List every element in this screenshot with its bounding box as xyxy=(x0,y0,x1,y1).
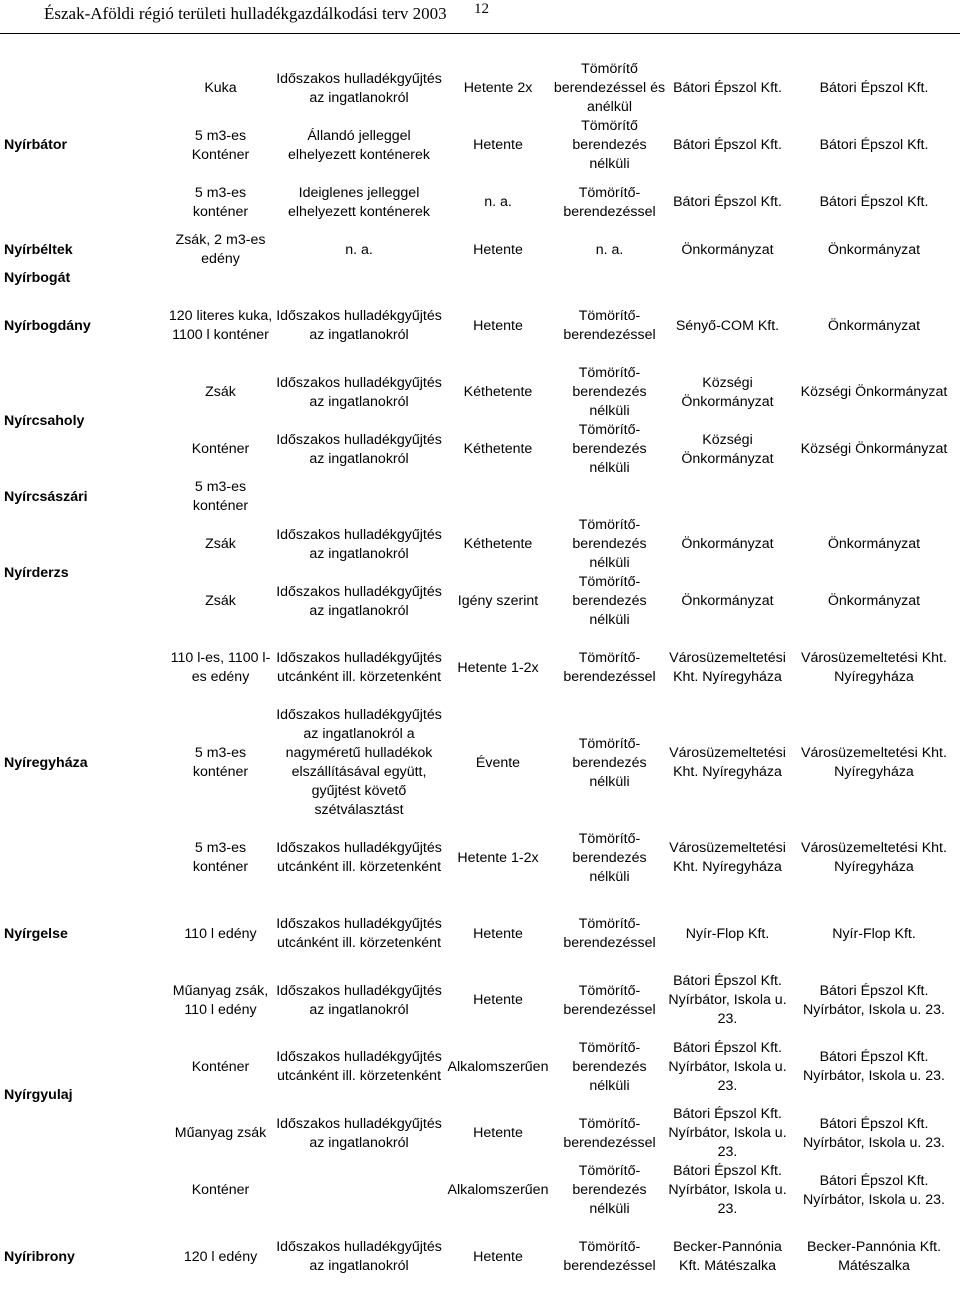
frequency-cell xyxy=(444,478,552,516)
collection-method-cell: Időszakos hulladékgyűjtés az ingatlanokról a nagyméretű hulladékok elszállításával együtt, gyűjtést követő szétválasztást xyxy=(276,707,442,818)
transporter-cell: Városüzemeltetési Kht. Nyíregyháza xyxy=(669,745,786,780)
operator-cell: Városüzemeltetési Kht. Nyíregyháza xyxy=(801,745,947,780)
container-cell: Műanyag zsák, 110 l edény xyxy=(172,982,269,1018)
compaction-cell xyxy=(552,269,667,288)
transporter-cell: Községi Önkormányzat xyxy=(681,431,774,467)
frequency-cell: Hetente xyxy=(473,925,523,942)
container-cell: Konténer xyxy=(191,1058,250,1075)
operator-cell: Községi Önkormányzat xyxy=(800,384,948,400)
settlement-name: Nyírderzs xyxy=(4,564,69,581)
container-cell: 110 l edény xyxy=(184,925,257,942)
operator-cell: Becker-Pannónia Kft. Mátészalka xyxy=(806,1239,942,1274)
collection-method-cell: Időszakos hulladékgyűjtés az ingatlanokról xyxy=(276,1239,442,1274)
compaction-cell: Tömörítő berendezéssel és anélkül xyxy=(553,61,666,115)
frequency-cell: Hetente xyxy=(473,1125,523,1141)
transporter-cell: Sényő-COM Kft. xyxy=(675,317,780,334)
table-row xyxy=(0,516,960,573)
container-cell: Zsák xyxy=(205,384,236,400)
frequency-cell: Kéthetente xyxy=(463,441,533,457)
operator-cell: Bátori Épszol Kft. Nyírbátor, Iskola u. 23. xyxy=(803,1172,945,1208)
collection-method-cell: Időszakos hulladékgyűjtés utcánként ill. körzetenként xyxy=(276,916,442,951)
transporter-cell: Bátori Épszol Kft. xyxy=(673,80,782,96)
frequency-cell: Kéthetente xyxy=(463,384,533,400)
frequency-cell: n. a. xyxy=(484,194,512,210)
collection-method-cell: Időszakos hulladékgyűjtés az ingatlanokról xyxy=(276,526,442,562)
compaction-cell: n. a. xyxy=(595,241,624,258)
container-cell: 5 m3-es konténer xyxy=(192,184,249,220)
table-row xyxy=(0,231,960,269)
collection-method-cell xyxy=(274,269,444,288)
transporter-cell: Becker-Pannónia Kft. Mátészalka xyxy=(673,1239,782,1274)
transporter-cell: Bátori Épszol Kft. Nyírbátor, Iskola u. 23. xyxy=(668,1039,787,1094)
frequency-cell: Hetente 1-2x xyxy=(457,659,539,676)
transporter-cell: Bátori Épszol Kft. xyxy=(673,194,782,210)
container-cell: Műanyag zsák xyxy=(174,1125,267,1141)
settlement-name: Nyírcsászári xyxy=(4,488,88,505)
collection-method-cell: Ideiglenes jelleggel elhelyezett konténerek xyxy=(288,184,430,220)
table-row xyxy=(0,972,960,1029)
settlement-name: Nyíregyháza xyxy=(4,754,88,771)
frequency-cell: Hetente xyxy=(473,241,523,258)
compaction-cell: Tömörítő-berendezés nélküli xyxy=(572,1039,647,1094)
container-cell: Kuka xyxy=(204,80,237,96)
container-cell: Konténer xyxy=(191,1182,250,1198)
transporter-cell: Nyír-Flop Kft. xyxy=(685,925,770,942)
transporter-cell: Bátori Épszol Kft. xyxy=(673,137,782,153)
table-row xyxy=(0,896,960,972)
page-number: 12 xyxy=(474,1,489,17)
operator-cell: Községi Önkormányzat xyxy=(800,441,948,457)
collection-method-cell: Időszakos hulladékgyűjtés az ingatlanokról xyxy=(276,70,442,106)
frequency-cell: Igény szerint xyxy=(457,593,539,609)
collection-method-cell: Időszakos hulladékgyűjtés az ingatlanokról xyxy=(276,583,442,619)
transporter-cell: Bátori Épszol Kft. Nyírbátor, Iskola u. 23. xyxy=(668,1163,787,1217)
collection-method-cell: Időszakos hulladékgyűjtés utcánként ill. körzetenként xyxy=(276,1049,442,1084)
table-row xyxy=(0,478,960,516)
operator-cell: Bátori Épszol Kft. xyxy=(819,137,929,153)
collection-method-cell: Időszakos hulladékgyűjtés az ingatlanokról xyxy=(276,431,442,467)
frequency-cell: Hetente xyxy=(473,137,523,153)
collection-method-cell: Állandó jelleggel elhelyezett konténerek xyxy=(288,127,430,163)
compaction-cell: Tömörítő berendezés nélküli xyxy=(572,118,647,172)
container-cell: Zsák, 2 m3-es edény xyxy=(175,232,266,267)
settlement-name: Nyíribrony xyxy=(4,1248,75,1265)
container-cell: 5 m3-es konténer xyxy=(192,479,249,514)
operator-cell: Városüzemeltetési Kht. Nyíregyháza xyxy=(801,840,947,875)
compaction-cell: Tömörítő-berendezés nélküli xyxy=(572,735,647,790)
transporter-cell: Önkormányzat xyxy=(681,536,774,552)
transporter-cell: Bátori Épszol Kft. Nyírbátor, Iskola u. 23. xyxy=(668,1106,787,1160)
settlement-name: Nyírcsaholy xyxy=(4,412,85,429)
table-row xyxy=(0,364,960,421)
operator-cell: Bátori Épszol Kft. Nyírbátor, Iskola u. 23. xyxy=(803,1049,945,1084)
container-cell: 5 m3-es konténer xyxy=(192,745,249,780)
page-header: Észak-Aföldi régió területi hulladékgazdálkodási terv 2003 xyxy=(44,4,447,23)
frequency-cell: Alkalomszerűen xyxy=(447,1182,549,1198)
operator-cell: Nyír-Flop Kft. xyxy=(832,925,916,942)
settlement-name: Nyírgelse xyxy=(4,925,68,942)
frequency-cell: Hetente xyxy=(473,992,523,1008)
frequency-cell: Évente xyxy=(475,754,521,771)
container-cell: 5 m3-es Konténer xyxy=(191,127,250,163)
container-cell xyxy=(167,269,274,288)
collection-method-cell xyxy=(274,478,444,516)
collection-method-cell: Időszakos hulladékgyűjtés az ingatlanokról xyxy=(276,982,442,1018)
table-row xyxy=(0,630,960,706)
frequency-cell: Alkalomszerűen xyxy=(447,1058,549,1075)
transporter-cell: Városüzemeltetési Kht. Nyíregyháza xyxy=(669,840,786,875)
compaction-cell xyxy=(552,478,667,516)
frequency-cell: Hetente 1-2x xyxy=(457,849,539,866)
container-cell: 120 literes kuka, 1100 l konténer xyxy=(168,308,273,343)
operator-cell: Bátori Épszol Kft. Nyírbátor, Iskola u. 23. xyxy=(803,1115,945,1151)
collection-method-cell: Időszakos hulladékgyűjtés az ingatlanokról xyxy=(276,374,442,410)
collection-method-cell: Időszakos hulladékgyűjtés az ingatlanokról xyxy=(276,1115,442,1151)
table-row xyxy=(0,288,960,364)
compaction-cell: Tömörítő-berendezéssel xyxy=(563,650,656,685)
table-row xyxy=(0,269,960,288)
transporter-cell: Bátori Épszol Kft. Nyírbátor, Iskola u. 23. xyxy=(668,973,787,1027)
compaction-cell: Tömörítő-berendezés nélküli xyxy=(572,574,647,628)
compaction-cell: Tömörítő-berendezés nélküli xyxy=(572,1163,647,1217)
settlement-name: Nyírgyulaj xyxy=(4,1087,73,1103)
collection-method-cell xyxy=(274,1162,444,1219)
operator-cell: Bátori Épszol Kft. xyxy=(819,80,929,96)
compaction-cell: Tömörítő-berendezéssel xyxy=(563,916,656,951)
collection-method-cell: n. a. xyxy=(345,241,373,258)
frequency-cell: Hetente xyxy=(473,317,523,334)
settlement-name: Nyírbéltek xyxy=(4,241,73,258)
frequency-cell: Kéthetente xyxy=(463,536,533,552)
transporter-cell xyxy=(667,478,788,516)
settlement-name: Nyírbátor xyxy=(4,137,68,153)
operator-cell xyxy=(788,478,960,516)
operator-cell: Bátori Épszol Kft. Nyírbátor, Iskola u. 23. xyxy=(803,982,945,1018)
table-row xyxy=(0,60,960,117)
compaction-cell: Tömörítő-berendezéssel xyxy=(563,1115,656,1151)
container-cell: Zsák xyxy=(205,593,236,609)
compaction-cell: Tömörítő-berendezéssel xyxy=(563,308,656,343)
compaction-cell: Tömörítő-berendezéssel xyxy=(563,982,656,1018)
compaction-cell: Tömörítő-berendezés nélküli xyxy=(572,830,647,885)
compaction-cell: Tömörítő-berendezés nélküli xyxy=(572,422,647,476)
container-cell: 110 l-es, 1100 l-es edény xyxy=(170,650,271,685)
transporter-cell xyxy=(667,269,788,288)
container-cell: 5 m3-es konténer xyxy=(192,840,249,875)
operator-cell: Bátori Épszol Kft. xyxy=(819,194,929,210)
header-rule xyxy=(0,33,960,34)
waste-collection-table xyxy=(0,60,960,1295)
transporter-cell: Önkormányzat xyxy=(681,241,774,258)
operator-cell: Önkormányzat xyxy=(827,593,921,609)
frequency-cell: Hetente xyxy=(473,1248,523,1265)
table-row xyxy=(0,1219,960,1295)
frequency-cell: Hetente 2x xyxy=(463,80,533,96)
transporter-cell: Városüzemeltetési Kht. Nyíregyháza xyxy=(669,650,786,685)
operator-cell: Városüzemeltetési Kht. Nyíregyháza xyxy=(801,650,947,685)
operator-cell: Önkormányzat xyxy=(827,241,921,258)
compaction-cell: Tömörítő-berendezéssel xyxy=(563,184,656,220)
operator-cell: Önkormányzat xyxy=(827,536,921,552)
container-cell: Konténer xyxy=(191,441,250,457)
container-cell: Zsák xyxy=(205,536,236,552)
settlement-name: Nyírbogát xyxy=(4,270,71,286)
compaction-cell: Tömörítő-berendezés nélküli xyxy=(572,365,647,419)
frequency-cell xyxy=(444,269,552,288)
transporter-cell: Önkormányzat xyxy=(681,593,774,609)
settlement-name: Nyírbogdány xyxy=(4,317,91,334)
operator-cell: Önkormányzat xyxy=(827,317,921,334)
collection-method-cell: Időszakos hulladékgyűjtés utcánként ill. körzetenként xyxy=(276,840,442,875)
compaction-cell: Tömörítő-berendezés nélküli xyxy=(572,517,647,571)
transporter-cell: Községi Önkormányzat xyxy=(681,374,774,410)
collection-method-cell: Időszakos hulladékgyűjtés utcánként ill. körzetenként xyxy=(276,650,442,685)
operator-cell xyxy=(788,269,960,288)
container-cell: 120 l edény xyxy=(183,1248,258,1265)
compaction-cell: Tömörítő-berendezéssel xyxy=(563,1239,656,1274)
collection-method-cell: Időszakos hulladékgyűjtés az ingatlanokról xyxy=(276,308,442,343)
